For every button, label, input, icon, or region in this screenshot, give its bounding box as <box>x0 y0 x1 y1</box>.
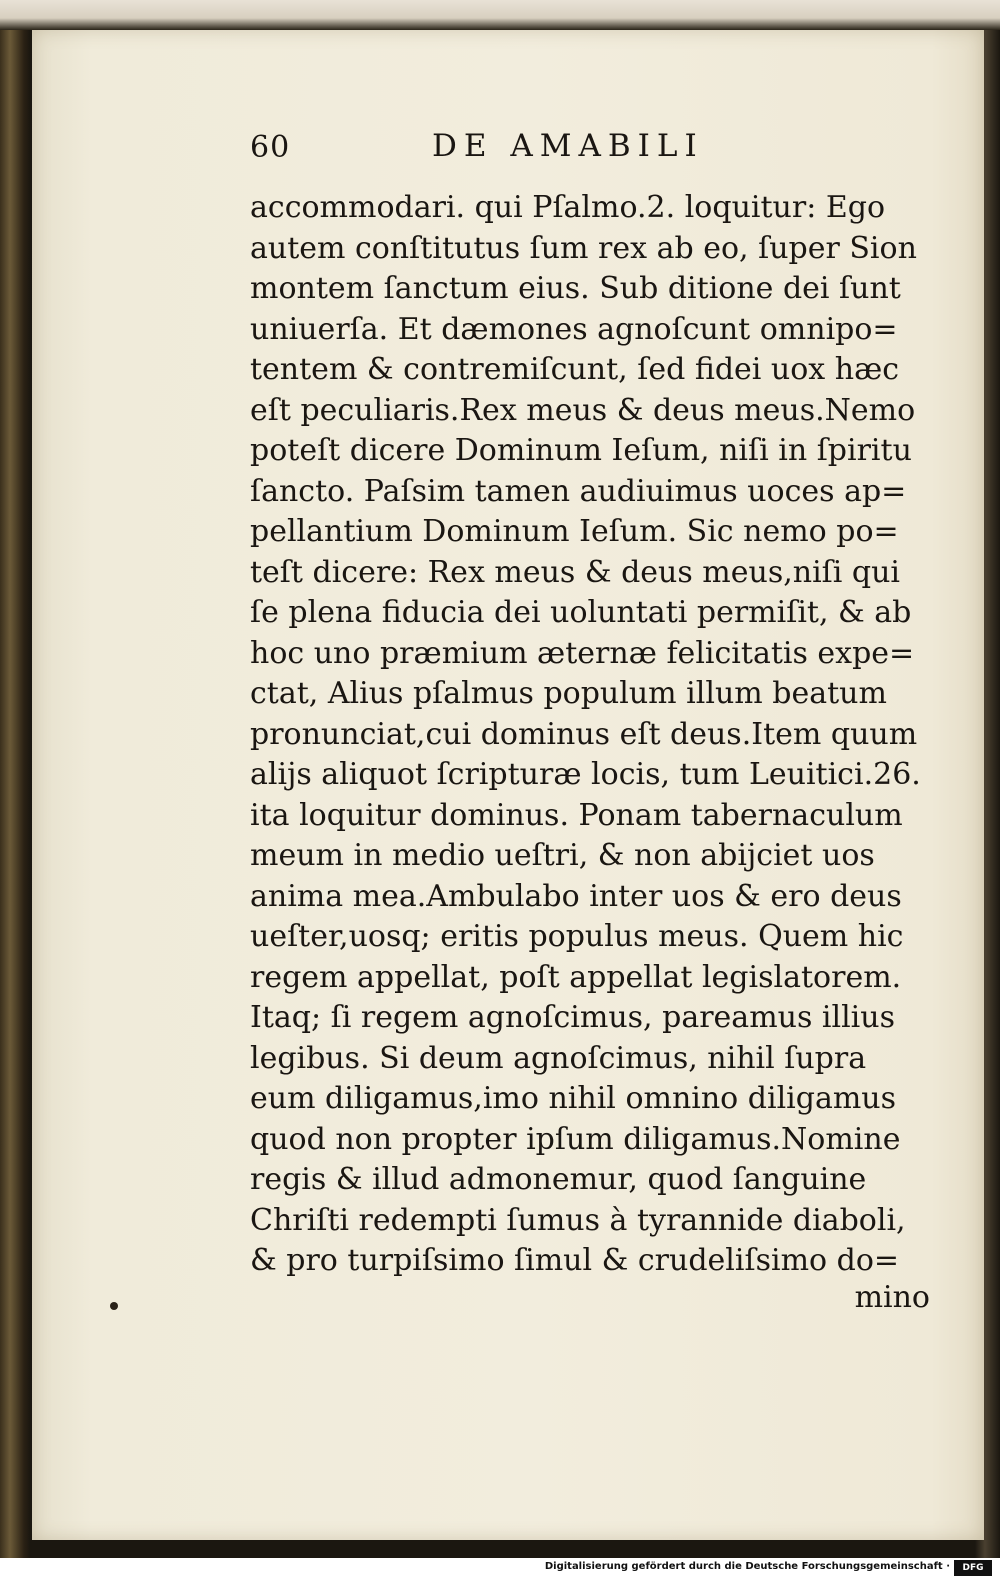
text-line: regem appellat, poſt appellat legislatorem. <box>250 959 902 995</box>
page-number: 60 <box>250 130 291 165</box>
text-line: accommodari. qui Pſalmo.2. loquitur: Ego <box>250 190 886 225</box>
digitization-credit: Digitalisierung gefördert durch die Deutsche Forschungsgemeinschaft · <box>544 1561 950 1572</box>
text-line: Chriſti redempti ſumus à tyrannide diaboli, <box>250 1202 906 1238</box>
text-line: ſe plena fiducia dei uoluntati permiſit, & ab <box>250 595 912 630</box>
text-line: autem conſtitutus ſum rex ab eo, ſuper Sion <box>250 230 917 266</box>
text-line: pronunciat,cui dominus eſt deus.Item quum <box>250 716 918 752</box>
cover-board-edge <box>0 0 1000 30</box>
text-line: alijs aliquot ſcripturæ locis, tum Leuitici.26. <box>250 757 921 792</box>
text-line: eum diligamus,imo nihil omnino diligamus <box>250 1081 897 1116</box>
text-line: teſt dicere: Rex meus & deus meus,niſi qui <box>250 554 901 590</box>
text-line: anima mea.Ambulabo inter uos & ero deus <box>250 878 902 914</box>
text-line: ſancto. Paſsim tamen audiuimus uoces ap= <box>250 473 907 509</box>
text-line: quod non propter ipſum diligamus.Nomine <box>250 1121 901 1157</box>
dfg-logo: DFG <box>954 1560 992 1576</box>
text-line: uniuerſa. Et dæmones agnoſcunt omnipo= <box>250 311 898 347</box>
text-line: montem ſanctum eius. Sub ditione dei ſunt <box>250 271 901 306</box>
text-line: meum in medio ueſtri, & non abijciet uos <box>250 838 875 873</box>
text-line: pellantium Dominum Ieſum. Sic nemo po= <box>250 514 899 549</box>
text-line: & pro turpiſsimo ſimul & crudeliſsimo do= <box>250 1243 900 1278</box>
margin-ink-dot <box>110 1302 118 1310</box>
text-line: ita loquitur dominus. Ponam tabernaculum <box>250 797 903 833</box>
running-title: DE AMABILI <box>432 128 704 164</box>
text-line: hoc uno præmium æternæ felicitatis expe= <box>250 635 915 671</box>
body-text <box>250 188 930 1282</box>
text-line: Itaq; ſi regem agnoſcimus, pareamus illius <box>250 1000 895 1035</box>
text-line: ctat, Alius pſalmus populum illum beatum <box>250 676 887 711</box>
text-line: regis & illud admonemur, quod ſanguine <box>250 1162 867 1197</box>
text-line: ueſter,uosq; eritis populus meus. Quem hic <box>250 919 904 954</box>
text-line: tentem & contremiſcunt, ſed fidei uox hæc <box>250 352 900 387</box>
catchword: mino <box>854 1280 930 1315</box>
text-line: poteſt dicere Dominum Ieſum, niſi in ſpiritu <box>250 433 912 468</box>
text-line: eſt peculiaris.Rex meus & deus meus.Nemo <box>250 392 916 428</box>
text-line: legibus. Si deum agnoſcimus, nihil ſupra <box>250 1040 867 1076</box>
